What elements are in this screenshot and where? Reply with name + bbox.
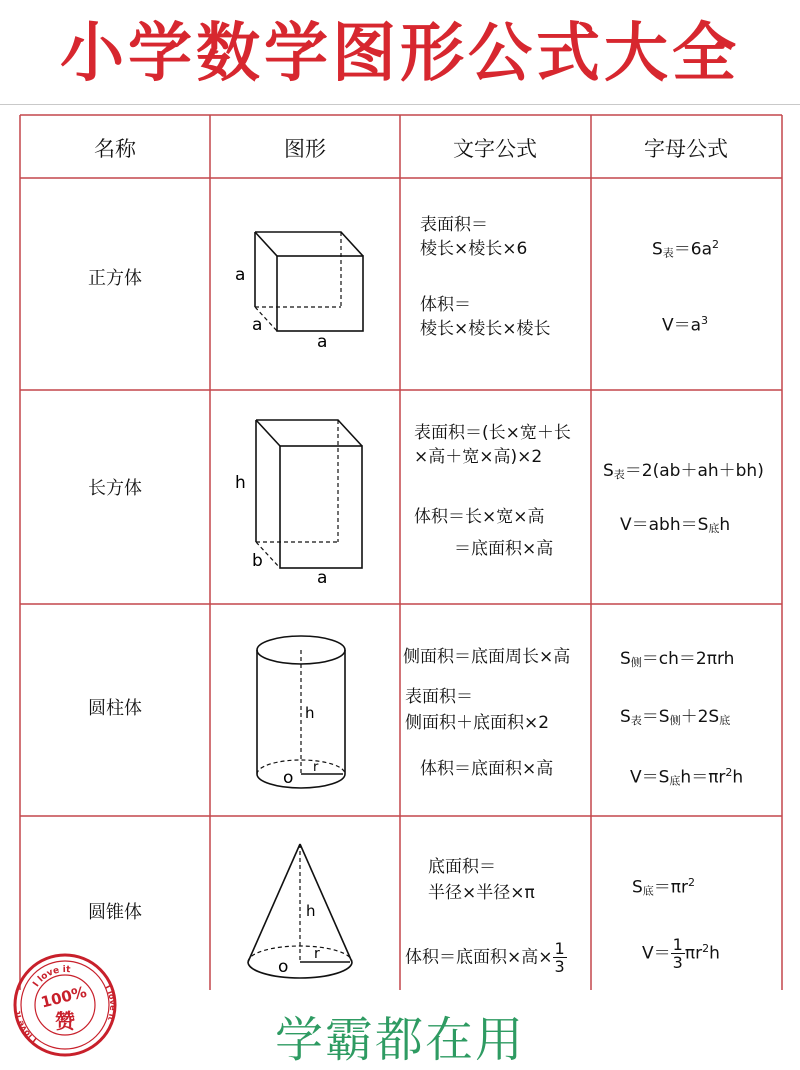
cone-letter-fraction: $\frac{1}{3}$	[672, 935, 683, 973]
cylinder-figure	[245, 628, 365, 798]
cylinder-letter-lateral: $S_侧=ch=2\pi rh$	[620, 649, 735, 669]
svg-text:I love it	[31, 965, 71, 989]
header-word-formula: 文字公式	[453, 137, 537, 161]
row-name-cube: 正方体	[88, 268, 142, 289]
cube-figure	[225, 220, 385, 355]
cone-fraction: $\frac{1}{3}$	[554, 939, 565, 976]
title-divider	[0, 104, 800, 105]
cuboid-text-line4: ＝底面积×高	[454, 539, 554, 559]
cylinder-label-height: h	[305, 704, 315, 722]
cuboid-text-line1: 表面积＝(长×宽＋长	[414, 423, 571, 443]
cuboid-letter-volume: $V=abh=S_底h$	[620, 515, 731, 535]
stamp-ring-right: I love it	[103, 983, 118, 1022]
cylinder-text-line3: 侧面积＋底面积×2	[405, 713, 550, 733]
cuboid-label-width: b	[252, 551, 263, 571]
cone-text-line1: 底面积＝	[428, 857, 496, 877]
cube-text-line1: 表面积＝	[420, 215, 488, 235]
cube-letter-surface: $S_表=6a^2$	[652, 238, 720, 260]
cube-text-line3: 体积＝	[420, 295, 471, 315]
stamp-percent: 100%	[39, 982, 89, 1012]
row-name-cylinder: 圆柱体	[88, 698, 142, 719]
cuboid-letter-surface: $S_表=2(ab+ah+bh)$	[603, 461, 764, 481]
header-figure: 图形	[284, 137, 326, 161]
cone-letter-base: $S_底=\pi r^2$	[632, 876, 696, 898]
cone-label-center: o	[278, 957, 289, 977]
cone-text-line3: 体积＝底面积×高× $\frac{1}{3}$	[405, 939, 565, 976]
row-name-cone: 圆锥体	[88, 902, 142, 923]
cuboid-figure	[225, 410, 385, 590]
cone-letter-volume: V＝ $\frac{1}{3}$ $\pi r^2h$	[642, 935, 720, 973]
cuboid-text-line2: ×高＋宽×高)×2	[414, 447, 543, 467]
row-name-cuboid: 长方体	[88, 478, 142, 499]
cube-label-width: a	[317, 332, 328, 352]
cube-text-line4: 棱长×棱长×棱长	[420, 319, 551, 339]
page-title: 小学数学图形公式大全	[60, 17, 740, 91]
cylinder-label-center: o	[283, 768, 294, 788]
stamp-ring-left: I love it	[13, 1010, 39, 1045]
cone-label-height: h	[306, 902, 316, 920]
cylinder-text-line1: 侧面积＝底面周长×高	[403, 647, 571, 667]
cylinder-label-radius: r	[313, 760, 319, 775]
footer-slogan: 学霸都在用	[274, 1012, 525, 1068]
cuboid-text-line3: 体积＝长×宽×高	[414, 507, 545, 527]
header-letter-formula: 字母公式	[644, 137, 728, 161]
cuboid-label-height: h	[235, 473, 246, 493]
cube-letter-volume: $V=a^3$	[662, 314, 709, 336]
cone-label-radius: r	[314, 946, 320, 962]
cylinder-letter-surface: $S_表=S_侧+2S_底$	[620, 707, 731, 727]
stamp-char: 赞	[55, 1009, 75, 1033]
stamp-ring-top: I love it	[31, 964, 71, 990]
cube-label-depth: a	[252, 315, 263, 335]
cube-label-height: a	[235, 265, 246, 285]
cone-figure	[240, 836, 370, 986]
cylinder-text-line2: 表面积＝	[405, 687, 473, 707]
cone-text-line2: 半径×半径×π	[428, 883, 535, 903]
cube-text-line2: 棱长×棱长×6	[420, 239, 528, 259]
header-name: 名称	[94, 137, 136, 161]
cylinder-text-line4: 体积＝底面积×高	[420, 759, 554, 779]
cylinder-letter-volume: $V=S_底h=\pi r^2h$	[630, 766, 744, 788]
cuboid-label-length: a	[317, 568, 328, 588]
